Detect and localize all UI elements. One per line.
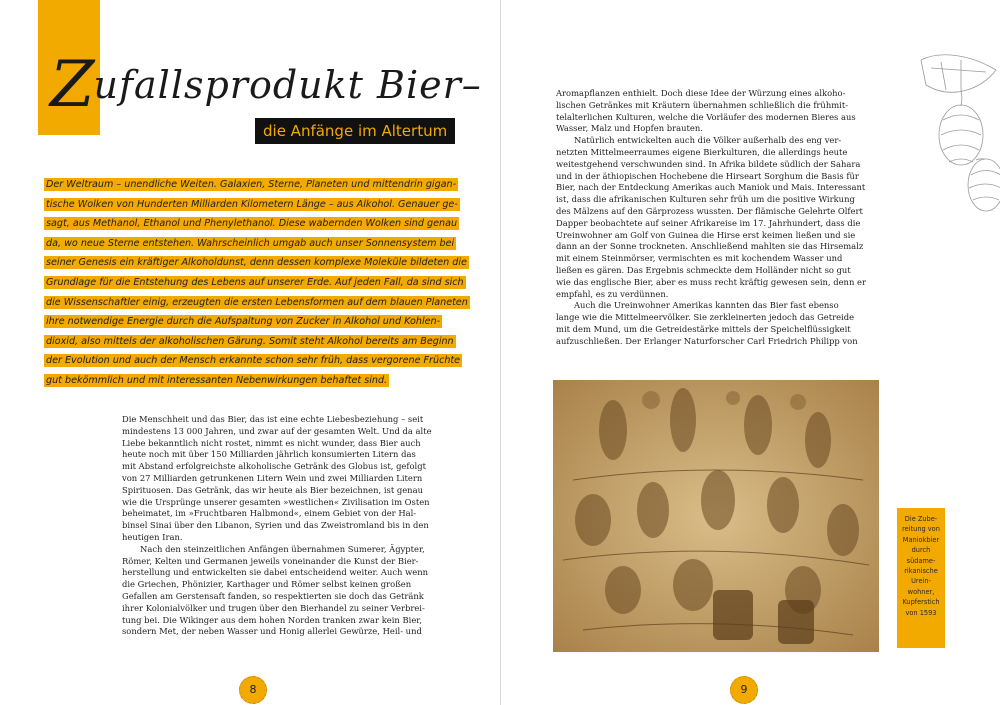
- page-number-left: [236, 672, 270, 705]
- body-line: wie die Ursprünge unserer gesamten »westlichen« Zivilisation im Osten: [122, 496, 430, 507]
- body-line: heutigen Iran.: [122, 531, 183, 542]
- body-line: binsel Sinai über den Libanon, Syrien und das Zweistromland bis in den: [122, 520, 429, 531]
- body-line: ihrer Kolonialvölker und trugen über den Bierhandel zu seiner Verbrei-: [122, 602, 425, 613]
- intro-line: die Wissenschaftler einig, erzeugten die ersten Lebensformen auf dem blauen Planeten: [46, 296, 468, 308]
- body-line: wie das englische Bier, aber es muss recht kräftig gewesen sein, denn er: [556, 276, 866, 287]
- intro-line: dioxid, also mittels der alkoholischen Gärung. Somit steht Alkohol bereits am Beginn: [46, 335, 454, 347]
- engraving-illustration: [553, 380, 879, 652]
- body-line: sondern Met, der neben Wasser und Honig allerlei Gewürze, Heil- und: [122, 626, 422, 637]
- body-line: ließen es gären. Das Ergebnis schmeckte dem Holländer nicht so gut: [556, 264, 851, 275]
- caption-line: rikanische: [904, 567, 938, 576]
- intro-line: seiner Genesis ein kräftiger Alkoholdunst, denn dessen komplexe Moleküle bildeten die: [46, 257, 467, 269]
- body-line: aufzuschließen. Der Erlanger Naturforscher Carl Friedrich Philipp von: [556, 335, 858, 346]
- title-text: ufallsprodukt Bier–: [93, 63, 482, 107]
- caption-line: von 1593: [905, 608, 937, 617]
- body-line: lischen Getränkes mit Kräutern übernahmen schließlich die frühmit-: [556, 99, 849, 110]
- body-line: empfahl, es zu verdünnen.: [556, 288, 669, 299]
- right-body-text: [556, 88, 896, 348]
- body-line: lange wie die Mittelmeervölker. Sie zerkleinerten jedoch das Getreide: [556, 312, 855, 323]
- page-number-badge: 8: [239, 676, 267, 704]
- body-line: beheimatet, im »Fruchtbaren Halbmond«, einem Gebiet von der Hal-: [122, 508, 417, 519]
- intro-line: Der Weltraum – unendliche Weiten. Galaxien, Sterne, Planeten und mittendrin gigan-: [46, 179, 457, 190]
- caption-line: reitung von: [902, 525, 940, 534]
- body-line: und in der äthiopischen Hochebene die Hirseart Sorghum die Basis für: [556, 170, 859, 181]
- caption-line: Maniokbier: [902, 535, 940, 544]
- page-number-badge: 9: [730, 676, 758, 704]
- body-line: des Mälzens auf den Gärprozess wussten. Der flämische Gelehrte Olfert: [556, 205, 863, 216]
- intro-paragraph: [44, 175, 468, 391]
- body-line: Natürlich entwickelten auch die Völker außerhalb des eng ver-: [574, 135, 842, 146]
- body-line: Gefallen am Gerstensaft fanden, so respektierten sie doch das Getränk: [122, 590, 424, 601]
- right-page: [500, 0, 1000, 705]
- hops-illustration: [901, 40, 1000, 220]
- body-line: telalterlichen Kulturen, welche die Vorläufer des modernen Bieres aus: [556, 111, 856, 122]
- body-line: Ureinwohner am Golf von Guinea die Hirse erst keimen ließen und sie: [556, 229, 856, 240]
- caption-line: Kupferstich: [902, 598, 940, 607]
- body-line: Nach den steinzeitlichen Anfängen übernahmen Sumerer, Ägypter,: [140, 543, 425, 554]
- page-number-right: [727, 672, 761, 705]
- intro-line: sagt, aus Methanol, Ethanol und Phenylethanol. Diese wabernden Wolken sind genau: [46, 218, 458, 230]
- body-line: Liebe bekanntlich nicht rostet, nimmt es nicht wunder, dass Bier auch: [122, 437, 421, 448]
- illustration-caption: [897, 508, 945, 648]
- intro-line: tische Wolken von Hunderten Milliarden Kilometern Länge – aus Alkohol. Genauer ge-: [46, 198, 458, 210]
- chapter-title: [50, 40, 482, 122]
- title-initial: Z: [50, 48, 96, 122]
- body-line: Spirituosen. Das Getränk, das wir heute als Bier bezeichnen, ist genau: [122, 484, 423, 495]
- caption-line: wohner,: [907, 587, 935, 596]
- body-line: Römer, Kelten und Germanen jeweils voneinander die Kunst der Bier-: [122, 555, 419, 566]
- intro-line: da, wo neue Sterne entstehen. Wahrscheinlich umgab auch unser Sonnensystem bei: [46, 237, 455, 249]
- body-line: mit einem Steinmörser, vermischten es mit kochendem Wasser und: [556, 253, 843, 264]
- body-line: Die Menschheit und das Bier, das ist eine echte Liebesbeziehung – seit: [122, 414, 424, 424]
- body-line: mindestens 13 000 Jahren, und zwar auf der gesamten Welt. Und da alte: [122, 425, 432, 436]
- body-line: netzten Mittelmeerraumes eigene Bierkulturen, die allerdings heute: [556, 146, 848, 157]
- body-line: heute noch mit über 150 Milliarden jährlich konsumierten Litern das: [122, 449, 416, 460]
- intro-line: ihre notwendige Energie durch die Aufspaltung von Zucker in Alkohol und Kohlen-: [46, 316, 441, 328]
- body-line: Bier, nach der Entdeckung Amerikas auch Maniok und Mais. Interessant: [556, 182, 866, 193]
- body-line: mit dem Mund, um die Getreidestärke mittels der Speichelflüssigkeit: [556, 323, 851, 334]
- body-line: tung bei. Die Wikinger aus dem hohen Norden tranken zwar kein Bier,: [122, 614, 423, 625]
- body-line: die Griechen, Phönizier, Karthager und Römer selbst keinen großen: [122, 579, 412, 590]
- body-line: weitestgehend verschwunden sind. In Afrika bildete südlich der Sahara: [556, 158, 861, 169]
- body-line: mit Abstand erfolgreichste alkoholische Getränk des Globus ist, gefolgt: [122, 461, 426, 472]
- body-line: ist, dass die afrikanischen Kulturen sehr früh um die positive Wirkung: [556, 194, 855, 205]
- intro-line: gut bekömmlich und mit interessanten Nebenwirkungen behaftet sind.: [46, 374, 388, 386]
- intro-line: der Evolution und auch der Mensch erkannte schon sehr früh, dass vergorene Früchte: [46, 355, 461, 367]
- engraving-drawing: [553, 380, 879, 652]
- body-line: Aromapflanzen enthielt. Doch diese Idee der Würzung eines alkoho-: [556, 88, 846, 98]
- caption-line: südame-: [906, 556, 936, 565]
- body-line: von 27 Milliarden getrunkenen Litern Wein und zwei Milliarden Litern: [122, 472, 423, 483]
- body-line: herstellung und entwickelten sie dabei entscheidend weiter. Auch wenn: [122, 567, 429, 578]
- intro-line: Grundlage für die Entstehung des Lebens auf unserer Erde. Auf jeden Fall, da sind sich: [46, 276, 464, 288]
- body-line: Auch die Ureinwohner Amerikas kannten das Bier fast ebenso: [574, 300, 839, 311]
- caption-line: Urein-: [911, 577, 931, 586]
- caption-line: durch: [911, 546, 931, 555]
- caption-line: Die Zube-: [904, 515, 938, 523]
- left-body-text: [122, 414, 452, 638]
- body-line: Dapper beobachtete auf seiner Afrikareise im 17. Jahrhundert, dass die: [556, 217, 861, 228]
- chapter-subtitle: die Anfänge im Altertum: [255, 118, 455, 144]
- body-line: Wasser, Malz und Hopfen brauten.: [556, 123, 703, 134]
- body-line: dann an der Sonne trockneten. Anschließend mahlten sie das Hirsemalz: [556, 241, 864, 252]
